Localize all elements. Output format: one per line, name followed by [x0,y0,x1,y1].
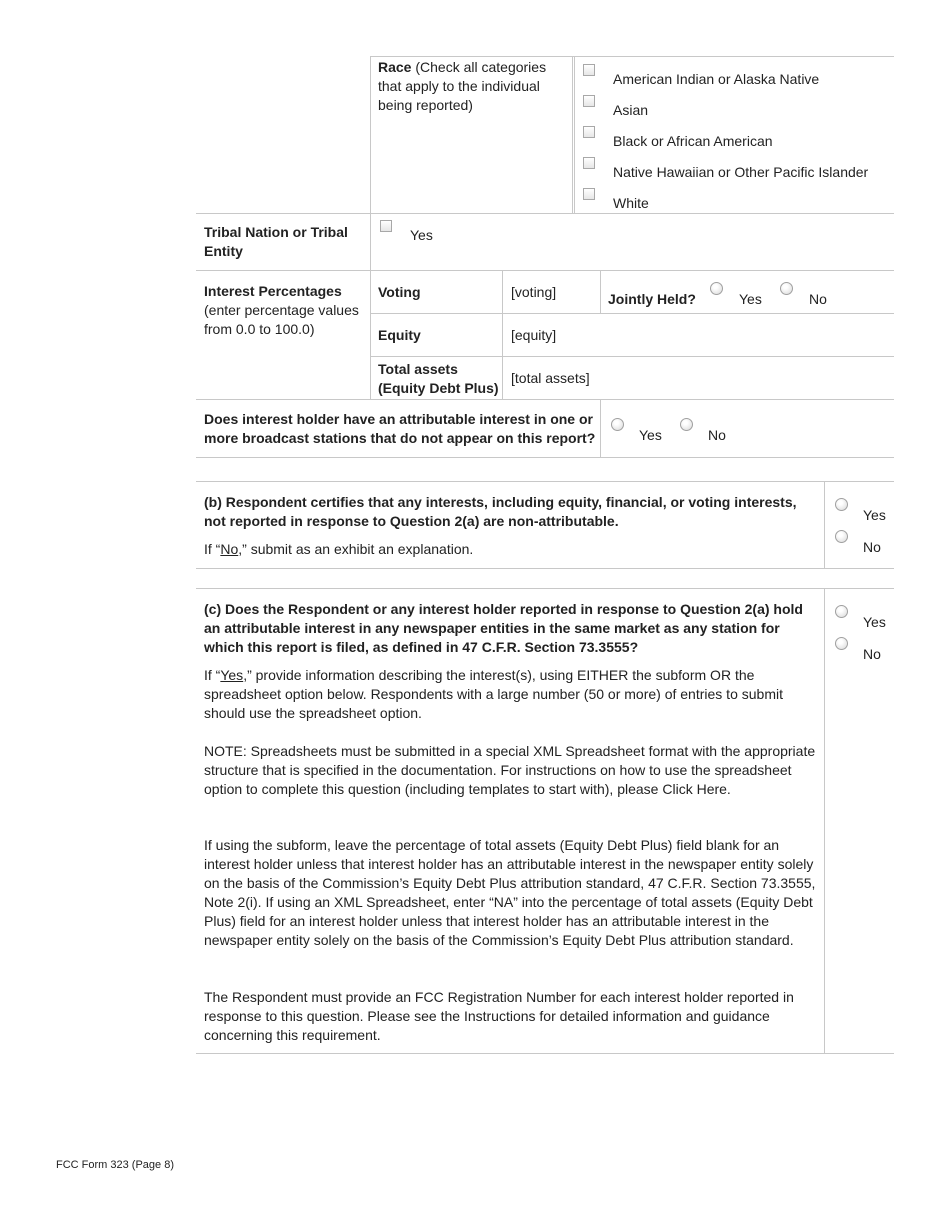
attributable-question: Does interest holder have an attributable interest in one or more broadcast stations that do not appear on this report? [204,411,596,446]
section-c-no-label: No [863,646,881,662]
equity-field[interactable]: [equity] [511,327,557,343]
interest-label: Interest Percentages [204,283,342,299]
race-checkbox-black[interactable] [583,126,595,138]
equity-label: Equity [378,327,421,343]
jointly-held-no-label: No [809,291,827,307]
section-b-yes-radio[interactable] [835,498,848,511]
section-c-yes-radio[interactable] [835,605,848,618]
section-c-question: (c) Does the Respondent or any interest holder reported in response to Question 2(a) hold an attributable interest in any newspaper entities in the same market as any station for which this report is filed, as defined in 47 C.F.R. Section 73.3555? [204,601,803,655]
race-checkbox-white[interactable] [583,188,595,200]
attributable-no-radio[interactable] [680,418,693,431]
race-option-american-indian: American Indian or Alaska Native [613,71,820,87]
race-option-native-hawaiian: Native Hawaiian or Other Pacific Islander [613,164,869,180]
section-b-no-radio[interactable] [835,530,848,543]
jointly-held-no-radio[interactable] [780,282,793,295]
race-option-white: White [613,195,649,211]
interest-note: (enter percentage values from 0.0 to 100.0) [204,302,359,337]
section-b-note-prefix: If “ [204,541,221,557]
section-c-paragraph-3: If using the subform, leave the percentage of total assets (Equity Debt Plus) field blank for an interest holder unless that interest holder has an attributable interest in the newspaper entity solely on the basis of the Commission’s Equity Debt Plus attribution standard, 47 C.F.R. Section 73.3555, Note 2(i). If using an XML Spreadsheet, enter “NA” into the percentage of total assets (Equity Debt Plus) field for an interest holder unless that interest holder has an attributable interest in the newspaper entity solely on the basis of the Commission’s Equity Debt Plus attribution standard. [204,837,816,948]
section-c-p1-suffix: ,” provide information describing the interest(s), using EITHER the subform OR the spreadsheet option below. Respondents with a large number (50 or more) of entries to submit should use the spreadsheet option. [204,667,783,721]
attributable-yes-label: Yes [639,427,662,443]
race-option-asian: Asian [613,102,649,118]
tribal-yes-checkbox[interactable] [380,220,392,232]
total-assets-field[interactable]: [total assets] [511,370,590,386]
section-c-p1-keyword: Yes [220,667,244,683]
attributable-yes-radio[interactable] [611,418,624,431]
section-b-note-keyword: No [220,541,239,557]
section-c-paragraph-4: The Respondent must provide an FCC Registration Number for each interest holder reported in response to this question. Please see the Instructions for detailed information and guidance concerning this requirement. [204,989,794,1043]
section-c-paragraph-1 [204,666,816,723]
race-checkbox-native-hawaiian[interactable] [583,157,595,169]
section-c-paragraph-2: NOTE: Spreadsheets must be submitted in a special XML Spreadsheet format with the appropriate structure that is specified in the documentation. For instructions on how to use the spreadsheet option to complete this question (including templates to start with), please Click Here. [204,743,816,797]
race-label-note: (Check all categories that apply to the individual being reported) [378,59,547,113]
section-b-note [204,540,473,559]
section-c-p1-prefix: If “ [204,667,221,683]
race-label-block [378,58,563,115]
race-checkbox-asian[interactable] [583,95,595,107]
voting-field[interactable]: [voting] [511,284,557,300]
section-c-yes-label: Yes [863,614,886,630]
jointly-held-label: Jointly Held? [608,291,696,307]
attributable-no-label: No [708,427,726,443]
tribal-label: Tribal Nation or Tribal Entity [204,224,348,259]
section-b-note-suffix: ,” submit as an exhibit an explanation. [238,541,474,557]
race-checkbox-american-indian[interactable] [583,64,595,76]
total-assets-label: Total assets (Equity Debt Plus) [378,361,499,396]
voting-label: Voting [378,284,421,300]
jointly-held-yes-label: Yes [739,291,762,307]
race-label: Race [378,59,412,75]
race-option-black: Black or African American [613,133,773,149]
page-footer: FCC Form 323 (Page 8) [56,1159,174,1171]
section-b-no-label: No [863,539,881,555]
section-b-yes-label: Yes [863,507,886,523]
section-c-no-radio[interactable] [835,637,848,650]
section-b-question: (b) Respondent certifies that any interests, including equity, financial, or voting interests, not reported in response to Question 2(a) are non-attributable. [204,494,797,529]
jointly-held-yes-radio[interactable] [710,282,723,295]
tribal-yes-label: Yes [410,227,433,243]
